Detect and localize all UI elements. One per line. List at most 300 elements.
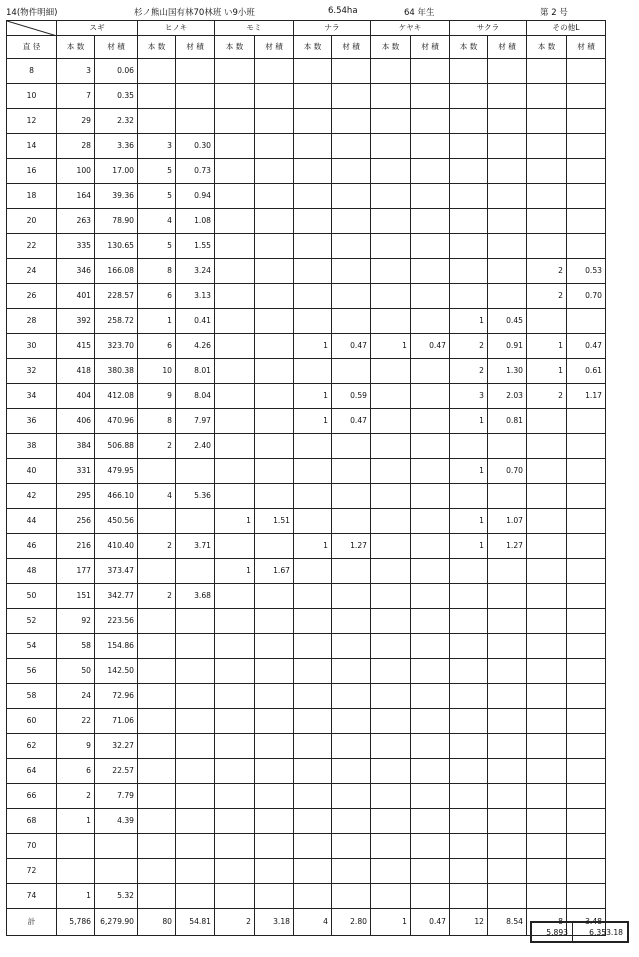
count-cell [294,59,332,84]
volume-cell [567,809,606,834]
count-cell [294,359,332,384]
volume-cell [567,884,606,909]
count-cell [294,434,332,459]
volume-cell: 71.06 [95,709,138,734]
volume-cell [332,859,371,884]
count-cell [138,559,176,584]
volume-cell: 1.51 [255,509,294,534]
diameter-cell: 62 [7,734,57,759]
volume-cell: 2.40 [176,434,215,459]
diameter-cell: 60 [7,709,57,734]
volume-cell [332,234,371,259]
diameter-cell: 44 [7,509,57,534]
count-cell [450,659,488,684]
total-volume-cell: 6,279.90 [95,909,138,936]
volume-cell [411,284,450,309]
volume-cell [411,59,450,84]
count-cell [527,84,567,109]
count-cell: 401 [57,284,95,309]
table-row [7,559,606,584]
count-cell: 2 [138,434,176,459]
count-cell [450,134,488,159]
count-cell [450,584,488,609]
count-header: 本 数 [57,36,95,59]
count-cell [527,584,567,609]
volume-cell [176,734,215,759]
count-cell [294,484,332,509]
volume-cell [411,259,450,284]
count-cell [371,759,411,784]
volume-cell [255,384,294,409]
species-header: モミ [215,21,294,36]
volume-cell [255,359,294,384]
count-cell [215,459,255,484]
count-cell [215,59,255,84]
count-cell [527,659,567,684]
count-cell [371,284,411,309]
volume-cell [255,234,294,259]
count-cell [371,534,411,559]
count-cell: 5 [138,159,176,184]
table-row [7,359,606,384]
count-cell: 3 [57,59,95,84]
count-cell: 392 [57,309,95,334]
count-cell [294,809,332,834]
count-cell [138,834,176,859]
volume-cell: 32.27 [95,734,138,759]
volume-cell [567,209,606,234]
volume-cell: 0.41 [176,309,215,334]
total-volume-cell: 8.54 [488,909,527,936]
volume-cell [411,209,450,234]
diameter-cell: 10 [7,84,57,109]
volume-header: 材 積 [176,36,215,59]
count-header: 本 数 [138,36,176,59]
count-cell [215,884,255,909]
volume-cell: 39.36 [95,184,138,209]
count-cell [215,609,255,634]
table-row [7,384,606,409]
count-cell [527,534,567,559]
count-cell: 3 [450,384,488,409]
count-cell: 22 [57,709,95,734]
diameter-cell: 22 [7,234,57,259]
volume-header: 材 積 [567,36,606,59]
count-header: 本 数 [527,36,567,59]
volume-cell [255,434,294,459]
count-cell [371,459,411,484]
volume-cell [332,59,371,84]
count-cell [215,584,255,609]
volume-cell [567,109,606,134]
volume-cell: 3.24 [176,259,215,284]
count-cell [138,634,176,659]
count-cell [527,859,567,884]
count-cell [138,459,176,484]
total-volume-cell: 2.80 [332,909,371,936]
volume-cell [488,834,527,859]
count-cell [294,459,332,484]
diameter-cell: 46 [7,534,57,559]
volume-cell [411,159,450,184]
volume-cell [255,209,294,234]
table-row [7,184,606,209]
volume-cell: 3.71 [176,534,215,559]
count-cell [450,609,488,634]
volume-cell: 7.79 [95,784,138,809]
count-cell: 1 [527,359,567,384]
volume-cell [411,384,450,409]
count-cell [294,259,332,284]
volume-cell [332,459,371,484]
diameter-cell: 36 [7,409,57,434]
table-row [7,134,606,159]
volume-cell [332,784,371,809]
count-cell: 256 [57,509,95,534]
volume-cell: 22.57 [95,759,138,784]
volume-cell [488,884,527,909]
total-volume-cell: 3.48 [567,909,606,936]
count-cell [215,534,255,559]
volume-cell: 8.04 [176,384,215,409]
volume-header: 材 積 [488,36,527,59]
count-cell: 1 [450,459,488,484]
volume-cell [332,809,371,834]
diameter-cell: 30 [7,334,57,359]
table-row [7,109,606,134]
count-cell [215,384,255,409]
volume-cell: 2.32 [95,109,138,134]
volume-cell [255,609,294,634]
count-cell [294,284,332,309]
volume-cell [411,534,450,559]
volume-header: 材 積 [255,36,294,59]
count-cell: 4 [138,484,176,509]
count-cell: 2 [138,584,176,609]
count-cell: 2 [527,284,567,309]
diameter-cell: 20 [7,209,57,234]
tree-tally-table [6,20,606,936]
count-cell: 335 [57,234,95,259]
volume-cell [255,334,294,359]
count-cell [371,109,411,134]
volume-cell [567,234,606,259]
volume-cell: 1.67 [255,559,294,584]
count-cell [215,434,255,459]
volume-cell [567,459,606,484]
volume-cell: 4.39 [95,809,138,834]
volume-cell: 8.01 [176,359,215,384]
volume-cell [411,459,450,484]
volume-cell: 2.03 [488,384,527,409]
volume-cell [567,309,606,334]
volume-cell: 323.70 [95,334,138,359]
volume-cell: 1.17 [567,384,606,409]
count-cell [450,259,488,284]
volume-cell [411,109,450,134]
volume-cell [255,709,294,734]
count-cell [450,634,488,659]
table-row [7,634,606,659]
grand-total-count: 5,893 [531,922,573,942]
volume-cell [176,784,215,809]
count-cell [371,359,411,384]
count-cell [371,409,411,434]
count-cell [450,859,488,884]
count-cell [215,784,255,809]
grand-total-volume: 6,353.18 [573,922,629,942]
volume-cell [488,659,527,684]
volume-cell [411,659,450,684]
count-cell [450,234,488,259]
table-row [7,209,606,234]
count-cell [371,834,411,859]
volume-cell [411,359,450,384]
count-cell: 6 [138,334,176,359]
volume-cell: 166.08 [95,259,138,284]
count-cell: 384 [57,434,95,459]
count-cell: 6 [138,284,176,309]
count-cell [294,584,332,609]
count-cell: 7 [57,84,95,109]
count-cell [371,59,411,84]
total-count-cell: 80 [138,909,176,936]
count-cell: 404 [57,384,95,409]
stand-age: 64 年生 [404,8,435,18]
count-cell: 2 [450,334,488,359]
count-cell: 3 [138,134,176,159]
count-cell [215,84,255,109]
volume-cell: 0.53 [567,259,606,284]
volume-cell [176,109,215,134]
volume-cell: 1.30 [488,359,527,384]
count-cell [527,634,567,659]
volume-cell: 142.50 [95,659,138,684]
volume-cell [332,109,371,134]
count-cell [294,884,332,909]
volume-cell: 5.36 [176,484,215,509]
count-cell [138,784,176,809]
volume-cell [255,459,294,484]
count-cell: 1 [215,509,255,534]
count-cell [138,759,176,784]
count-header: 本 数 [450,36,488,59]
count-cell [527,559,567,584]
count-cell [215,309,255,334]
count-cell: 58 [57,634,95,659]
count-cell [294,684,332,709]
volume-cell: 373.47 [95,559,138,584]
volume-cell: 1.27 [332,534,371,559]
count-cell: 4 [138,209,176,234]
volume-cell [567,709,606,734]
volume-cell [567,559,606,584]
volume-cell [488,159,527,184]
count-cell [450,734,488,759]
diameter-cell: 48 [7,559,57,584]
count-cell [527,159,567,184]
count-cell: 9 [57,734,95,759]
volume-cell [255,784,294,809]
count-cell [294,784,332,809]
diameter-cell: 42 [7,484,57,509]
diameter-cell: 64 [7,759,57,784]
count-cell: 24 [57,684,95,709]
table-row [7,259,606,284]
count-cell: 1 [294,534,332,559]
volume-cell: 1.07 [488,509,527,534]
corner-cell [7,21,57,36]
count-cell [138,884,176,909]
count-cell [371,609,411,634]
count-cell [138,709,176,734]
count-cell [138,734,176,759]
count-cell [57,859,95,884]
count-cell [215,134,255,159]
count-cell [371,559,411,584]
volume-cell: 410.40 [95,534,138,559]
count-cell: 50 [57,659,95,684]
table-row [7,684,606,709]
count-cell [215,659,255,684]
table-row [7,234,606,259]
count-cell: 1 [371,334,411,359]
count-cell [215,109,255,134]
volume-cell [488,134,527,159]
volume-cell [567,834,606,859]
volume-cell [488,634,527,659]
volume-cell [567,634,606,659]
volume-cell [332,759,371,784]
table-row [7,734,606,759]
volume-cell: 0.59 [332,384,371,409]
volume-cell [176,759,215,784]
species-header: ナラ [294,21,371,36]
count-cell [138,809,176,834]
count-cell [215,184,255,209]
count-cell [371,809,411,834]
count-cell [215,859,255,884]
volume-cell [488,559,527,584]
diameter-cell: 14 [7,134,57,159]
volume-cell [332,709,371,734]
count-cell [527,609,567,634]
volume-cell: 223.56 [95,609,138,634]
volume-cell: 0.91 [488,334,527,359]
volume-cell [567,84,606,109]
count-cell: 1 [450,409,488,434]
volume-cell [332,634,371,659]
volume-cell: 380.38 [95,359,138,384]
total-volume-cell: 54.81 [176,909,215,936]
volume-cell [488,859,527,884]
count-cell [294,709,332,734]
count-cell: 100 [57,159,95,184]
count-cell [450,884,488,909]
count-cell [294,834,332,859]
volume-cell [255,584,294,609]
location-title: 杉ノ熊山国有林70林班 い9小班 [134,8,255,18]
volume-cell [567,484,606,509]
total-volume-cell: 0.47 [411,909,450,936]
volume-cell: 3.13 [176,284,215,309]
table-row [7,509,606,534]
count-cell [215,159,255,184]
count-cell [371,484,411,509]
table-row [7,84,606,109]
document-label: 14(物件明細) [6,8,58,18]
count-cell: 1 [138,309,176,334]
volume-cell [488,109,527,134]
count-cell [371,884,411,909]
volume-cell [567,159,606,184]
count-cell: 216 [57,534,95,559]
count-cell [450,834,488,859]
volume-cell: 78.90 [95,209,138,234]
count-cell [215,734,255,759]
count-cell [294,759,332,784]
count-cell [294,134,332,159]
volume-cell: 4.26 [176,334,215,359]
count-cell [215,409,255,434]
volume-cell [411,809,450,834]
volume-cell [411,859,450,884]
volume-cell [567,609,606,634]
count-cell [138,684,176,709]
volume-cell [255,109,294,134]
volume-cell [488,734,527,759]
table-row [7,459,606,484]
count-cell [371,734,411,759]
count-cell [215,334,255,359]
volume-cell: 1.08 [176,209,215,234]
volume-cell [176,459,215,484]
diameter-header: 直 径 [7,36,57,59]
count-cell [450,559,488,584]
diameter-cell: 72 [7,859,57,884]
volume-cell [255,534,294,559]
volume-cell [411,584,450,609]
volume-cell [176,859,215,884]
count-cell [294,509,332,534]
count-cell [527,59,567,84]
volume-cell [332,309,371,334]
volume-cell [488,84,527,109]
volume-cell [411,509,450,534]
volume-cell [332,884,371,909]
diameter-cell: 70 [7,834,57,859]
count-cell: 6 [57,759,95,784]
count-cell [138,859,176,884]
count-cell [371,209,411,234]
count-cell [215,284,255,309]
count-cell: 1 [294,334,332,359]
volume-header: 材 積 [95,36,138,59]
table-row [7,609,606,634]
volume-cell: 0.45 [488,309,527,334]
count-cell [294,184,332,209]
diameter-cell: 58 [7,684,57,709]
species-header: ケヤキ [371,21,450,36]
volume-cell [255,834,294,859]
volume-cell [411,134,450,159]
volume-cell [176,84,215,109]
totals-label: 計 [7,909,57,936]
volume-cell [255,409,294,434]
count-cell [371,134,411,159]
count-cell [450,59,488,84]
volume-cell [488,184,527,209]
